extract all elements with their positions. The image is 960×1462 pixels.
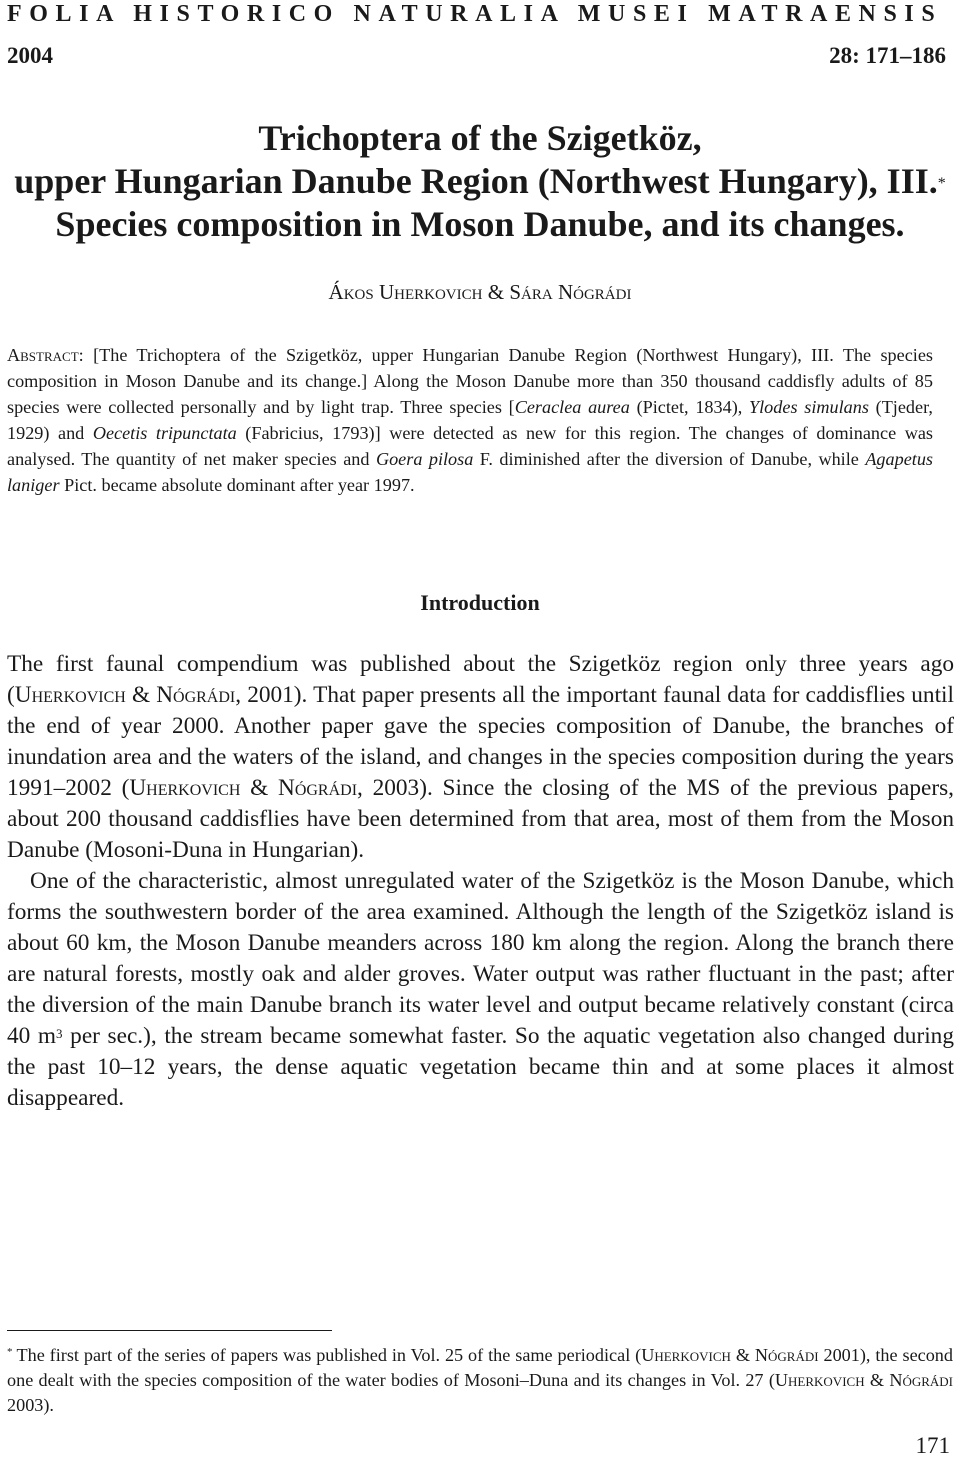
footnote-rule <box>7 1330 332 1331</box>
footnote-mark: * <box>7 1346 13 1358</box>
title-footnote-mark: * <box>937 175 946 192</box>
author-2-last-rest: ógrádi <box>573 280 632 304</box>
author-1-last-initial: U <box>378 280 395 304</box>
citation-author: Nógrádi <box>889 1370 953 1390</box>
author-separator: & <box>487 280 505 304</box>
citation-author: Nógrádi <box>278 775 358 801</box>
title-line-2-text: upper Hungarian Danube Region (Northwest Hungary), III. <box>14 161 938 201</box>
citation-author: Uherkovich <box>14 682 126 708</box>
citation-author: Nógrádi <box>754 1345 819 1365</box>
introduction-paragraph-1 <box>7 649 954 866</box>
journal-masthead: FOLIA HISTORICO NATURALIA MUSEI MATRAENSIS <box>7 1 943 27</box>
species-name: Ceraclea aurea <box>514 397 630 417</box>
footnote-text: The first part of the series of papers was published in Vol. 25 of the same periodical ( <box>16 1345 642 1365</box>
species-name: Goera pilosa <box>375 449 474 469</box>
body-text: & <box>240 775 278 801</box>
abstract-text: [The Trichoptera of the Szigetköz, upper Hungarian Danube Region (Northwest Hungary), III. The species composition in Moson Danube and its change.] Along the Moson Danube more than 350 thousand caddisfly adults of 85 species were collected personally and by light trap. Three species [ <box>7 345 934 417</box>
abstract-label-rest: bstract <box>20 345 79 365</box>
body-text: & <box>125 682 157 708</box>
footnote-text: & <box>864 1370 890 1390</box>
superscript-exponent: 3 <box>56 1026 63 1041</box>
body-text: The first faunal compendium was published about the Szigetköz region only three years ago ( <box>7 651 954 708</box>
introduction-paragraph-2 <box>7 866 954 1114</box>
species-name: Ylodes simulans <box>749 397 869 417</box>
title-line-1: Trichoptera of the Szigetköz, <box>258 118 702 158</box>
author-2-first-rest: ára <box>521 280 553 304</box>
issue-year: 2004 <box>7 43 53 68</box>
section-heading-introduction: Introduction <box>420 590 540 615</box>
introduction-body <box>7 649 954 1114</box>
author-line <box>0 279 960 305</box>
author-1-last-rest: herkovich <box>394 280 483 304</box>
footnote-text: 2003). <box>7 1395 54 1415</box>
citation-author: Uherkovich <box>774 1370 865 1390</box>
abstract-text: (Tjeder, 1929) and <box>7 397 933 443</box>
abstract-label-colon: : <box>78 345 84 365</box>
footnote-text: & <box>730 1345 755 1365</box>
title-line-2 <box>0 160 960 203</box>
abstract <box>7 342 933 498</box>
footnote-text: 2001), the second one dealt with the species composition of the water bodies of Mosoni–Duna and its changes in Vol. 27 ( <box>7 1345 953 1390</box>
species-name: Oecetis tripunctata <box>92 423 237 443</box>
body-text: , 2003). Since the closing of the MS of the previous papers, about 200 thousand caddisflies have been determined from that area, most of them from the Moson Danube (Mosoni-Duna in Hungarian). <box>7 775 954 863</box>
abstract-text: F. diminished after the diversion of Danube, while <box>473 449 866 469</box>
abstract-text: (Pictet, 1834), <box>629 397 750 417</box>
footnote <box>7 1343 953 1418</box>
species-name: Agapetus laniger <box>7 449 934 495</box>
volume-pages: 28: 171–186 <box>829 43 946 68</box>
citation-author: Nógrádi <box>156 682 236 708</box>
author-1-first-initial: Á <box>328 280 344 304</box>
issue-meta <box>7 42 946 70</box>
paper-title <box>0 117 960 246</box>
body-text: , 2001). That paper presents all the important faunal data for caddisflies until the end of year 2000. Another paper gave the species composition of Danube, the branches of inundation area and the waters of the island, and changes in the species composition during the years 1991–2002 ( <box>7 682 954 801</box>
abstract-text: Pict. became absolute dominant after year 1997. <box>59 475 415 495</box>
page-number: 171 <box>915 1433 950 1458</box>
citation-author: Uherkovich <box>129 775 241 801</box>
author-2-last-initial: N <box>557 280 574 304</box>
author-1-first-rest: kos <box>343 280 374 304</box>
title-line-3: Species composition in Moson Danube, and its changes. <box>55 204 905 244</box>
body-text: One of the characteristic, almost unregulated water of the Szigetköz is the Moson Danube, which forms the southwestern border of the area examined. Although the length of the Szigetköz island is about 60 km, the Moson Danube meanders across 180 km along the region. Along the branch there are natural forests, mostly oak and alder groves. Water output was rather fluctuant in the past; after the diversion of the main Danube branch its water level and output became relatively constant (circa 40 m <box>7 868 954 1049</box>
body-text: per sec.), the stream became somewhat faster. So the aquatic vegetation also changed during the past 10–12 years, the dense aquatic vegetation became thin and at some places it almost disappeared. <box>7 1023 954 1111</box>
abstract-label-initial: A <box>7 345 21 365</box>
abstract-text: (Fabricius, 1793)] were detected as new for this region. The changes of dominance was analysed. The quantity of net maker species and <box>7 423 933 469</box>
citation-author: Uherkovich <box>641 1345 731 1365</box>
author-2-first-initial: S <box>509 280 522 304</box>
